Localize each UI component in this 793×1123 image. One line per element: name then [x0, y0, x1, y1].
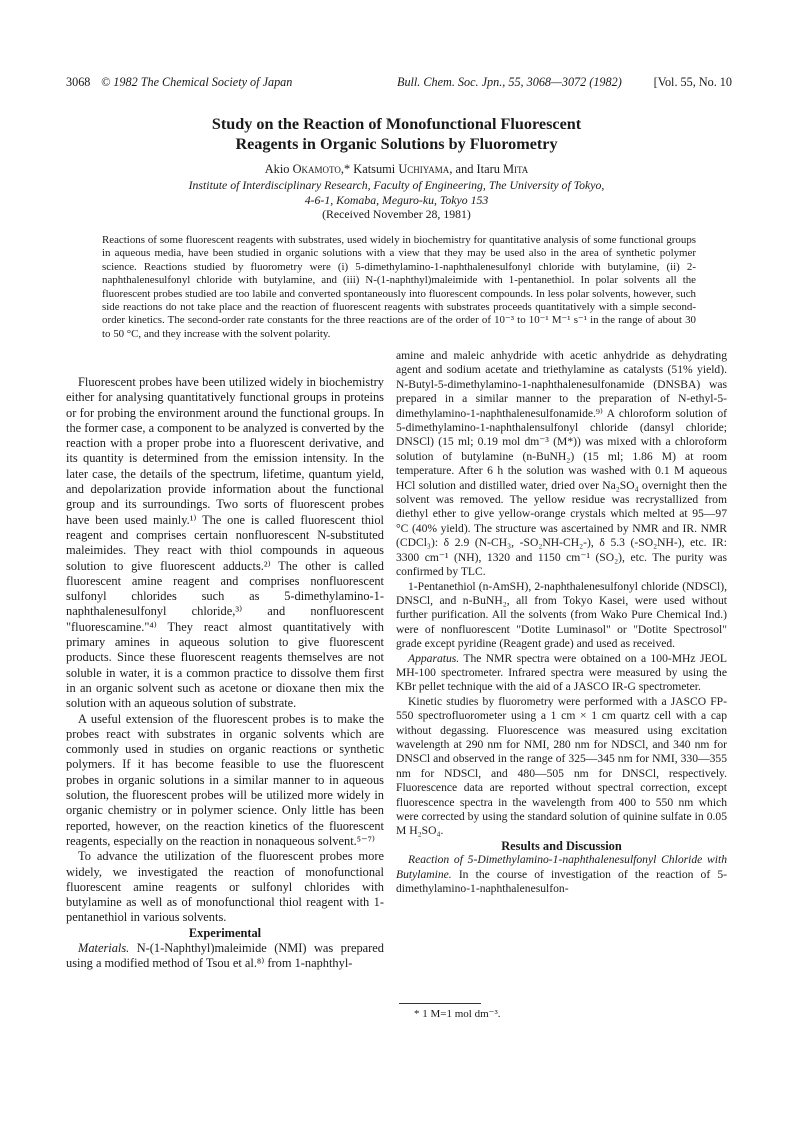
reagents-paragraph: 1-Pentanethiol (n-AmSH), 2-naphthalenesulfonyl chloride (NDSCl), DNSCl, and n-BuNH₂, all from Tokyo Kasei, were used without further purification. All the solvents (from Wako Pure Chemical Ind.) were of nonfluorescent "Dotite Luminasol" or "Dotite Spectrosol" grade except pyridine (Reagent grade) and used as received. — [396, 579, 727, 651]
author-list — [60, 161, 733, 177]
author-separator: , and — [449, 162, 477, 176]
apparatus-paragraph — [396, 652, 727, 695]
title-line-2: Reagents in Organic Solutions by Fluorometry — [235, 135, 558, 153]
author-2-given: Katsumi — [353, 162, 399, 176]
author-3-family: Mita — [503, 162, 529, 176]
journal-citation: Bull. Chem. Soc. Jpn., 55, 3068—3072 (1982) — [397, 75, 622, 89]
copyright-notice: © 1982 The Chemical Society of Japan — [101, 75, 293, 89]
left-column — [66, 375, 384, 972]
materials-label: Materials. — [78, 940, 130, 955]
reaction-label: Reaction of 5-Dimethylamino-1-naphthalenesulfonyl Chloride with Butylamine. — [396, 853, 727, 881]
intro-paragraph-1: Fluorescent probes have been utilized widely in biochemistry either for analysing quantitatively functional groups in proteins or for probing the environment around the functional groups. In the former case, a component to be analyzed is converted by the reaction with a proper probe into a fluorescent derivative, and its quantity is determined from the emission intensity. In the later case, the details of the spectrum, lifetime, quantum yield, and depolarization provide information about the functional group and its surroundings. Two sorts of fluorescent probes have been used mainly.¹⁾ The one is called fluorescent thiol reagent and comprises certain nonfluorescent N-substituted maleimides. They react with thiol compounds in aqueous solution to give fluorescent adducts.²⁾ The other is called fluorescent amine reagent and comprises nonfluorescent sulfonyl chlorides such as 5-dimethylamino-1-naphthalenesulfonyl chloride,³⁾ and nonfluorescent "fluorescamine."⁴⁾ They react almost quantitatively with primary amines in aqueous solution to give fluorescent products. Since these fluorescent reagents themselves are not soluble in water, it is a common practice to dissolve them first in an organic solvent such as acetone or dioxane then mix the solution with an aqueous solution of substrate. — [66, 375, 384, 711]
running-head — [66, 74, 732, 90]
right-column — [396, 349, 727, 896]
apparatus-label: Apparatus. — [408, 651, 460, 665]
apparatus-text: The NMR spectra were obtained on a 100-MHz JEOL MH-100 spectrometer. Infrared spectra were measured by using the KBr pellet technique with the aid of a JASCO IR-G spectrometer. — [396, 651, 727, 694]
author-2-family: Uchiyama — [398, 162, 450, 176]
reaction-paragraph — [396, 853, 727, 896]
footnote-divider — [399, 1003, 481, 1004]
footnote: * 1 M=1 mol dm⁻³. — [414, 1008, 501, 1020]
author-1-given: Akio — [264, 162, 293, 176]
materials-paragraph — [66, 941, 384, 972]
page-number: 3068 — [66, 75, 91, 89]
experimental-heading: Experimental — [188, 925, 262, 940]
article-title — [60, 114, 733, 154]
materials-continued-paragraph: amine and maleic anhydride with acetic anhydride as dehydrating agent and sodium acetate and triethylamine as catalysts (51% yield). N-Butyl-5-dimethylamino-1-naphthalenesulfonamide (DNSBA) was prepared in a similar manner to the preparation of N-ethyl-5-dimethylamino-1-naphthalenesulfonamide.⁹⁾ A chloroform solution of 5-dimethylamino-1-naphthalensulfonyl chloride (dansyl chloride; DNSCl) (15 ml; 0.19 mol dm⁻³ (M*)) was mixed with a chloroform solution of butylamine (n-BuNH₂) (15 ml; 1.86 M) at room temperature. After 6 h the solution was washed with 0.1 M aqueous HCl solution and distilled water, dried over Na₂SO₄ overnight then the solvent was removed. The yellow residue was recrystallized from diethyl ether to give yellow-orange crystals which melted at 95—97 °C (40% yield). The structure was ascertained by NMR and IR. NMR (CDCl₃): δ 2.9 (N-CH₃, -SO₂NH-CH₂-), δ 5.3 (-SO₂NH-), etc. IR: 3300 cm⁻¹ (NH), 1320 and 1150 cm⁻¹ (SO₂), etc. The purity was confirmed by TLC. — [396, 349, 727, 579]
intro-paragraph-2: A useful extension of the fluorescent probes is to make the probes react with substrates in organic solvents which are commonly used in studies on organic reactions or synthetic polymers. If it has become feasible to use the fluorescent probes in organic solutions in a similar manner to in aqueous solution, the fluorescent probes will be utilized more widely in organic chemistry or in polymer science. Only little has been reported, however, on the reaction kinetics of the fluorescent reagents, especially on the reaction in nonaqueous solvent.⁵⁻⁷⁾ — [66, 711, 384, 848]
materials-text: N-(1-Naphthyl)maleimide (NMI) was prepared using a modified method of Tsou et al.⁸⁾ from 1-naphthyl- — [66, 940, 384, 971]
author-1-mark: ,* — [340, 162, 354, 176]
affiliation-line-2: 4-6-1, Komaba, Meguro-ku, Tokyo 153 — [304, 193, 489, 207]
received-date: (Received November 28, 1981) — [322, 207, 471, 221]
affiliation-line-1: Institute of Interdisciplinary Research, Faculty of Engineering, The University of Tokyo, — [188, 178, 605, 192]
volume-issue: [Vol. 55, No. 10 — [653, 75, 732, 89]
author-3-given: Itaru — [476, 162, 503, 176]
reaction-text: In the course of investigation of the reaction of 5-dimethylamino-1-naphthalenesulfon- — [396, 867, 727, 896]
intro-paragraph-3: To advance the utilization of the fluorescent probes more widely, we investigated the reaction of monofunctional fluorescent amine reagents or sulfonyl chlorides with butylamine as well as of monofunctional thiol reagent with 1-pentanethiol in various solvents. — [66, 849, 384, 925]
kinetics-paragraph: Kinetic studies by fluorometry were performed with a JASCO FP-550 spectrofluorometer using a 1 cm × 1 cm quartz cell with a cap without degassing. Fluorescence was measured using excitation wavelength at 290 nm for NMI, 280 nm for NDSCl, and 340 nm for DNSCl and observed in the range of 325—345 nm for NMI, 330—355 nm for NDSCl, and 480—505 nm for DNSCl, respectively. Fluorescence data are reported without spectral correction, except fluorescence spectra in the wavelength from 400 to 550 nm which were corrected by using the standard solution of quinine sulfate in 0.05 M H₂SO₄. — [396, 694, 727, 838]
results-heading: Results and Discussion — [501, 838, 622, 853]
abstract: Reactions of some fluorescent reagents with substrates, used widely in biochemistry for quantitative analysis of some functional groups in aqueous media, have been studied in organic solutions with a view that they may be used also in the area of synthetic polymer science. Reactions studied by fluorometry were (i) 5-dimethylamino-1-naphthalenesulfonyl chloride with butylamine, (ii) 2-naphthalenesulfonyl chloride with butylamine, and (iii) N-(1-naphthyl)maleimide with 1-pentanethiol. In polar solvents all the fluorescent probes studied are too labile and converted spontaneously into fluorescent compounds. In less polar solvents, however, such side reactions do not take place and the reaction of fluorescent reagents with substrates proceeds quantitatively with a simple second-order kinetics. The second-order rate constants for the three reactions are of the order of 10⁻³ to 10⁻¹ M⁻¹ s⁻¹ in the range of about 30 to 50 °C, and they increase with the solvent polarity. — [102, 234, 696, 340]
author-1-family: Okamoto — [292, 162, 341, 176]
title-line-1: Study on the Reaction of Monofunctional Fluorescent — [211, 115, 582, 133]
